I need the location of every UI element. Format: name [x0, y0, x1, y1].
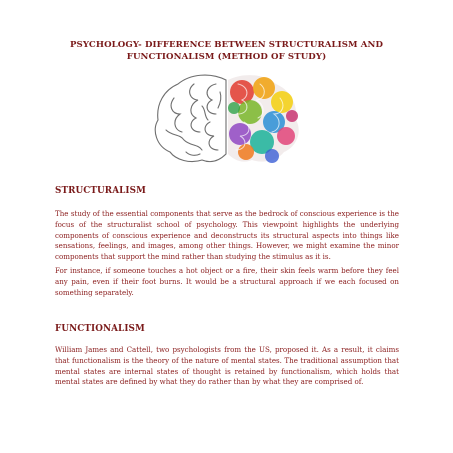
structuralism-paragraph-2: For instance, if someone touches a hot object or a fire, their skin feels warm before they feel any pain, even if their foot burns. It would be a structural approach if we each focused on something separately. — [55, 266, 399, 297]
brain-illustration — [146, 68, 308, 178]
section-heading-functionalism: FUNCTIONALISM — [55, 324, 145, 334]
document-title: PSYCHOLOGY- DIFFERENCE BETWEEN STRUCTURALISM AND FUNCTIONALISM (METHOD OF STUDY) — [69, 40, 384, 62]
functionalism-paragraph-1: William James and Cattell, two psychologists from the US, proposed it. As a result, it claims that functionalism is the theory of the nature of mental states. The traditional assumption that mental states are internal states of thought is retained by functionalism, which holds that mental states are defined by what they do rather than by what they are comprised of. — [55, 345, 399, 387]
structuralism-paragraph-1: The study of the essential components that serve as the bedrock of conscious experience is the focus of the structuralist school of psychology. This viewpoint highlights the underlying components of conscious experience and deconstructs its structural aspects into things like sensations, feelings, and images, among other things. However, we might examine the minor components that support the mind rather than studying the stimulus as it is. — [55, 209, 399, 262]
section-heading-structuralism: STRUCTURALISM — [55, 186, 146, 196]
